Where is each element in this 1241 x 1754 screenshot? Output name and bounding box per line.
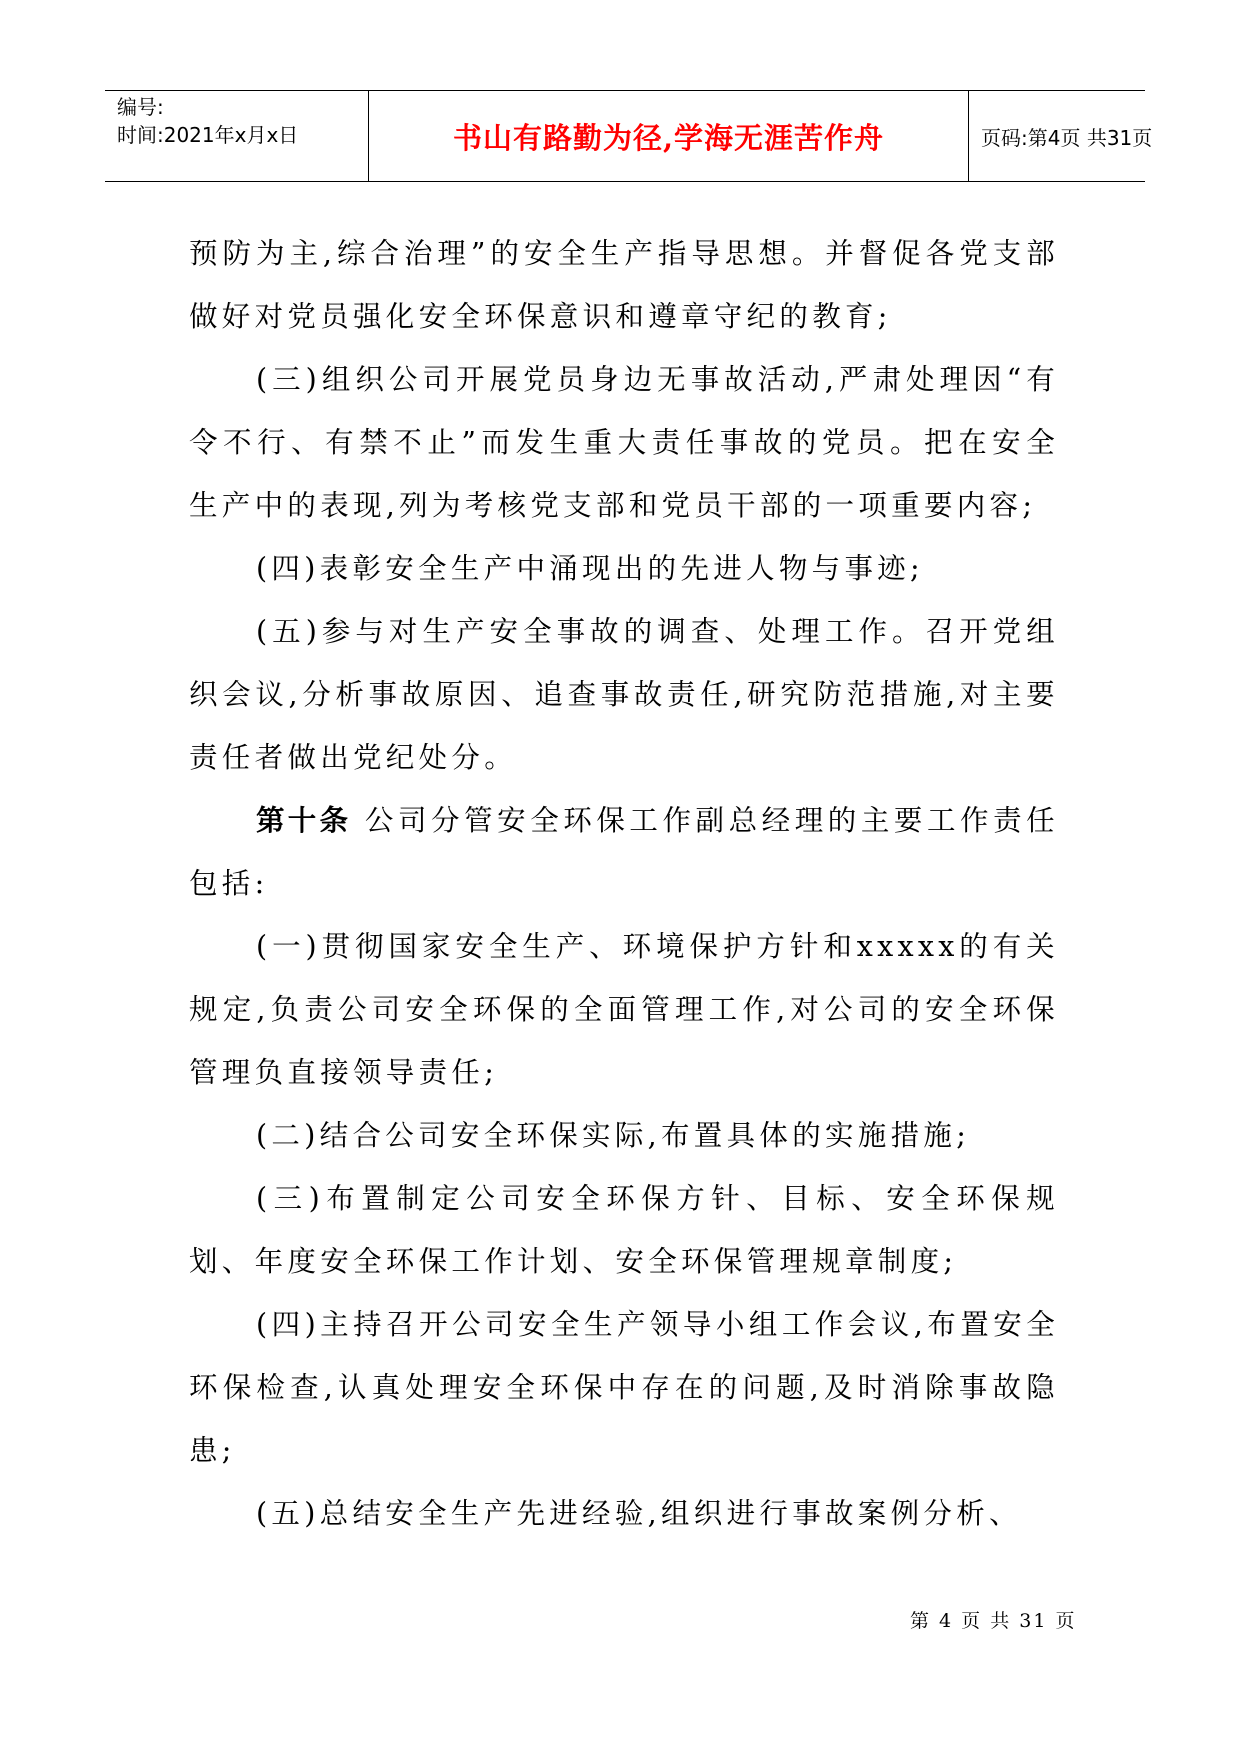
article-title: 第十条 xyxy=(256,804,352,837)
paragraph-text: (四)表彰安全生产中涌现出的先进人物与事迹; xyxy=(256,552,924,585)
page-number-footer: 第 4 页 共 31 页 xyxy=(910,1610,1077,1632)
paragraph-text: (三)组织公司开展党员身边无事故活动,严肃处理因“有令不行、有禁不止”而发生重大责任事故的党员。把在安全生产中的表现,列为考核党支部和党员干部的一项重要内容; xyxy=(189,363,1059,522)
paragraph-text: (五)参与对生产安全事故的调查、处理工作。召开党组织会议,分析事故原因、追查事故责任,研究防范措施,对主要责任者做出党纪处分。 xyxy=(189,615,1059,774)
header-page-info: 页码:第4页 共31页 xyxy=(981,125,1153,150)
paragraph-text: 公司分管安全环保工作副总经理的主要工作责任包括: xyxy=(189,804,1059,900)
paragraph-text: (四)主持召开公司安全生产领导小组工作会议,布置安全环保检查,认真处理安全环保中存在的问题,及时消除事故隐患; xyxy=(189,1308,1059,1467)
header-meta xyxy=(105,91,369,181)
paragraph xyxy=(189,1482,1059,1545)
paragraph xyxy=(189,600,1059,789)
header-motto: 书山有路勤为径,学海无涯苦作舟 xyxy=(369,91,969,181)
paragraph-text: (三)布置制定公司安全环保方针、目标、安全环保规划、年度安全环保工作计划、安全环保管理规章制度; xyxy=(189,1182,1059,1278)
page-header xyxy=(105,90,1153,182)
document-date: 时间:2021年x月x日 xyxy=(117,123,299,147)
paragraph-text: (五)总结安全生产先进经验,组织进行事故案例分析、 xyxy=(256,1497,1022,1530)
paragraph xyxy=(189,348,1059,537)
paragraph-text: 预防为主,综合治理”的安全生产指导思想。并督促各党支部做好对党员强化安全环保意识和遵章守纪的教育; xyxy=(189,237,1059,333)
paragraph xyxy=(189,1293,1059,1482)
paragraph xyxy=(189,222,1059,348)
document-number-label: 编号: xyxy=(117,95,164,119)
paragraph xyxy=(189,537,1059,600)
paragraph xyxy=(189,1104,1059,1167)
paragraph-text: (一)贯彻国家安全生产、环境保护方针和xxxxx的有关规定,负责公司安全环保的全面管理工作,对公司的安全环保管理负直接领导责任; xyxy=(189,930,1059,1089)
document-body xyxy=(189,222,1059,1545)
paragraph xyxy=(189,1167,1059,1293)
paragraph xyxy=(189,915,1059,1104)
article-paragraph xyxy=(189,789,1059,915)
paragraph-text: (二)结合公司安全环保实际,布置具体的实施措施; xyxy=(256,1119,971,1152)
